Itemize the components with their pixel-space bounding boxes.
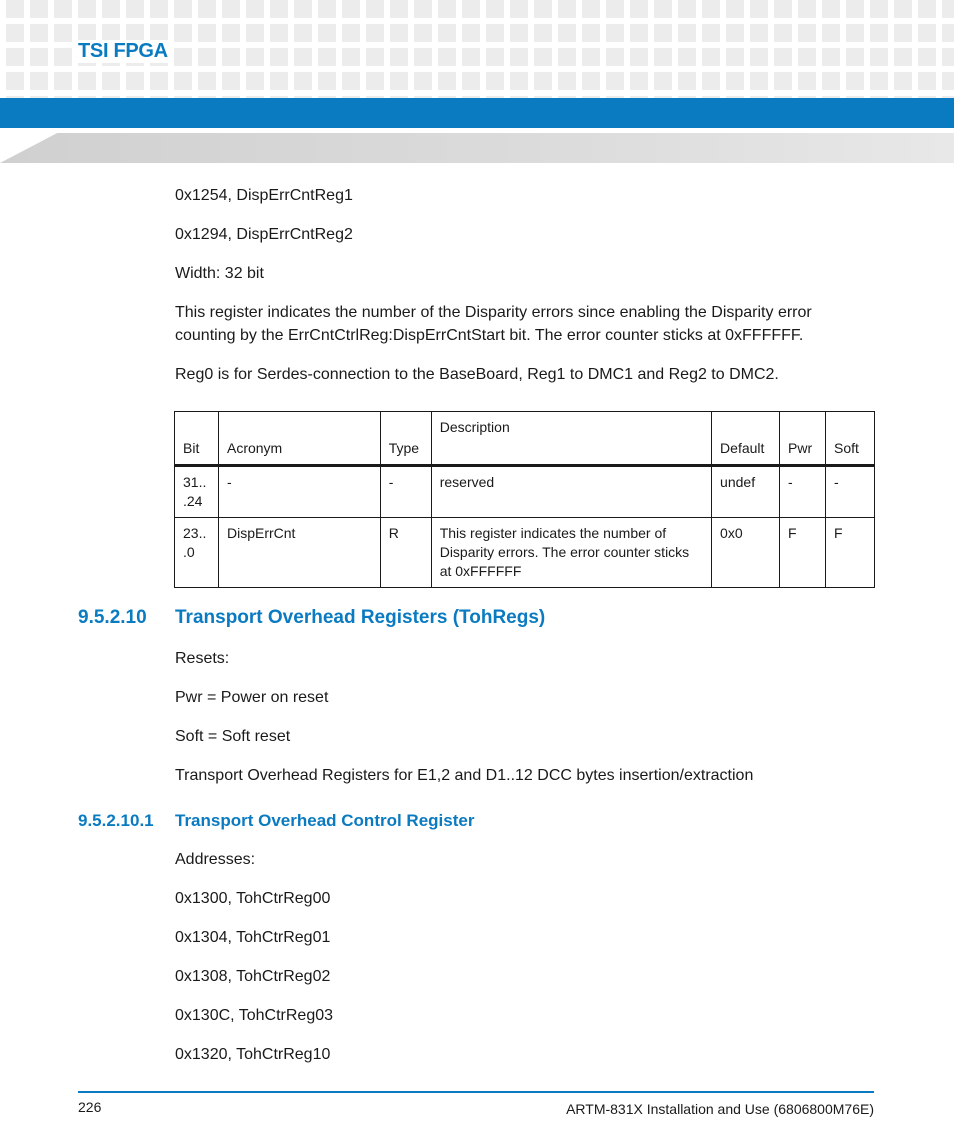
subsection-number: 9.5.2.10.1 bbox=[78, 811, 154, 830]
table-cell-soft: F bbox=[825, 518, 874, 588]
section-heading bbox=[78, 607, 545, 629]
table-cell-bit: 31.. .24 bbox=[175, 466, 219, 518]
table-cell-description: reserved bbox=[431, 466, 711, 518]
reg-mapping-line: Reg0 is for Serdes-connection to the BaseBoard, Reg1 to DMC1 and Reg2 to DMC2. bbox=[175, 366, 779, 383]
body-line: Resets: bbox=[175, 650, 230, 667]
column-header: Bit bbox=[175, 412, 219, 466]
register-table bbox=[174, 411, 875, 588]
subsection-heading bbox=[78, 811, 474, 831]
table-cell-type: - bbox=[380, 466, 431, 518]
description-paragraph-line: counting by the ErrCntCtrlReg:DispErrCntStart bit. The error counter sticks at 0xFFFFFF. bbox=[175, 327, 804, 344]
header-grey-swoosh bbox=[0, 133, 954, 163]
header-blue-bar bbox=[0, 98, 954, 128]
section-number: 9.5.2.10 bbox=[78, 607, 147, 628]
subsection-title: Transport Overhead Control Register bbox=[175, 811, 475, 830]
table-cell-type: R bbox=[380, 518, 431, 588]
table-cell-description: This register indicates the number of Disparity errors. The error counter sticks at 0xFFFFFF bbox=[431, 518, 711, 588]
table-cell-soft: - bbox=[825, 466, 874, 518]
table-cell-bit: 23.. .0 bbox=[175, 518, 219, 588]
table-cell-pwr: F bbox=[780, 518, 826, 588]
address-line: 0x1304, TohCtrReg01 bbox=[175, 929, 331, 946]
footer-rule bbox=[78, 1091, 874, 1093]
table-cell-pwr: - bbox=[780, 466, 826, 518]
column-header: Acronym bbox=[218, 412, 380, 466]
address-line: 0x130C, TohCtrReg03 bbox=[175, 1007, 334, 1024]
address-line: 0x1300, TohCtrReg00 bbox=[175, 890, 331, 907]
document-title: ARTM-831X Installation and Use (6806800M76E) bbox=[566, 1101, 874, 1117]
column-header: Soft bbox=[825, 412, 874, 466]
table-row bbox=[175, 466, 875, 518]
column-header: Description bbox=[431, 412, 711, 466]
address-line: 0x1254, DispErrCntReg1 bbox=[175, 187, 353, 204]
column-header: Default bbox=[712, 412, 780, 466]
table-cell-default: undef bbox=[712, 466, 780, 518]
table-header-row bbox=[175, 412, 875, 466]
body-line: Addresses: bbox=[175, 851, 256, 868]
body-line: Transport Overhead Registers for E1,2 and D1..12 DCC bytes insertion/extraction bbox=[175, 767, 754, 784]
page-number: 226 bbox=[78, 1099, 102, 1115]
chapter-title: TSI FPGA bbox=[78, 40, 174, 63]
column-header: Type bbox=[380, 412, 431, 466]
address-line: 0x1294, DispErrCntReg2 bbox=[175, 226, 353, 243]
column-header: Pwr bbox=[780, 412, 826, 466]
table-cell-default: 0x0 bbox=[712, 518, 780, 588]
address-line: 0x1308, TohCtrReg02 bbox=[175, 968, 331, 985]
table-cell-acronym: DispErrCnt bbox=[218, 518, 380, 588]
width-line: Width: 32 bit bbox=[175, 265, 264, 282]
address-line: 0x1320, TohCtrReg10 bbox=[175, 1046, 331, 1063]
table-row bbox=[175, 518, 875, 588]
section-title: Transport Overhead Registers (TohRegs) bbox=[175, 607, 546, 628]
body-line: Pwr = Power on reset bbox=[175, 689, 329, 706]
table-cell-acronym: - bbox=[218, 466, 380, 518]
description-paragraph-line: This register indicates the number of the Disparity errors since enabling the Disparity error bbox=[175, 304, 812, 321]
body-line: Soft = Soft reset bbox=[175, 728, 291, 745]
